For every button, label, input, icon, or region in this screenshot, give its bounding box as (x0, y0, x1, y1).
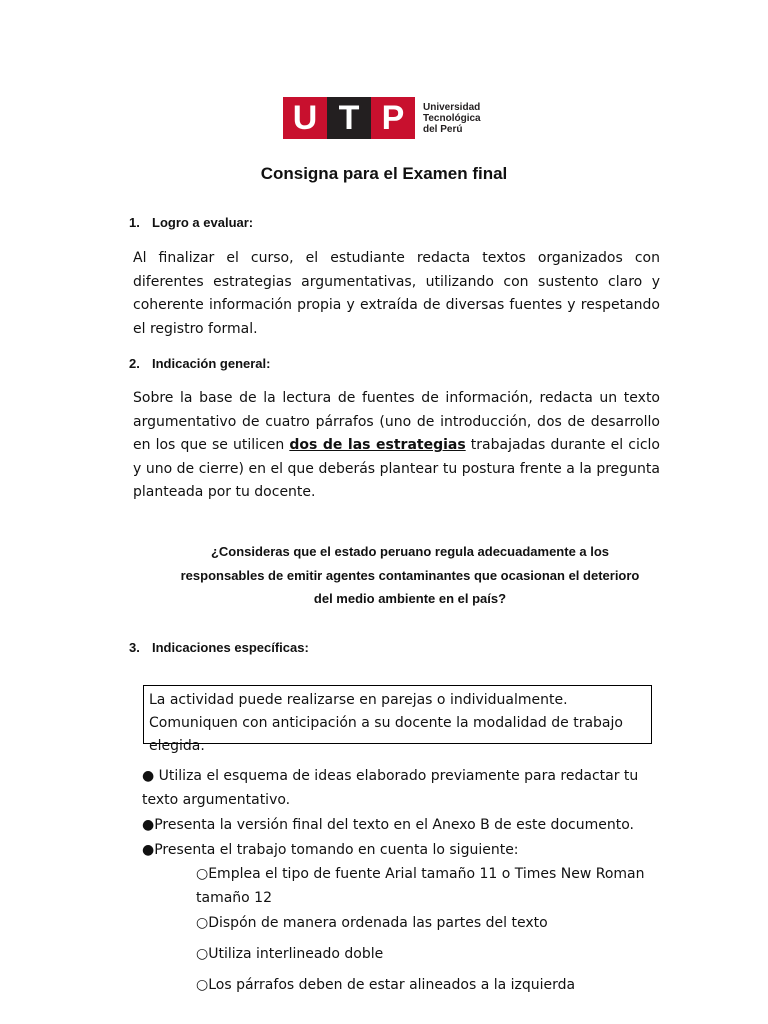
section-2-number: 2. (129, 356, 140, 371)
section-1-text: Al finalizar el curso, el estudiante redacta textos organizados con diferentes estrategias argumentativas, utilizando con sustento claro y coherente información propia y extraída de diversas fuentes y respetando el registro formal. (133, 250, 660, 337)
activity-note-box: La actividad puede realizarse en parejas o individualmente. Comuniquen con anticipación a su docente la modalidad de trabajo elegida. (143, 685, 652, 744)
logo-letter-t: T (327, 97, 371, 139)
bullet-item: ●Presenta el trabajo tomando en cuenta lo siguiente: (142, 842, 519, 858)
page-title: Consigna para el Examen final (260, 164, 508, 183)
sub-item: ○Utiliza interlineado doble (196, 946, 384, 962)
section-2-text-after: trabajadas durante el ciclo y uno de cierre) en el que deberás plantear tu postura frente a la pregunta planteada por tu docente. (133, 437, 660, 500)
logo-letter-p: P (371, 97, 415, 139)
section-3-number: 3. (129, 640, 140, 655)
section-1-heading (129, 215, 253, 230)
section-1-number: 1. (129, 215, 140, 230)
utp-logo (283, 97, 488, 139)
section-2-heading (129, 356, 270, 371)
sub-item: ○Dispón de manera ordenada las partes del texto (196, 915, 548, 931)
section-2-emphasis: dos de las estrategias (289, 437, 466, 453)
section-2-text (133, 387, 660, 505)
bullet-list (142, 764, 662, 862)
section-3-heading (129, 640, 309, 655)
section-2-text-before: Sobre la base de la lectura de fuentes de información, redacta un texto argumentativo de cuatro párrafos (uno de introducción, dos de desarrollo en los que se utilicen (133, 390, 660, 453)
sub-item: ○Emplea el tipo de fuente Arial tamaño 11 o Times New Roman tamaño 12 (196, 866, 645, 906)
section-1-title: Logro a evaluar: (152, 215, 254, 230)
section-2-title: Indicación general: (152, 356, 271, 371)
sub-item: ○Los párrafos deben de estar alineados a la izquierda (196, 977, 576, 993)
section-3-title: Indicaciones específicas: (152, 640, 309, 655)
logo-line-2: Tecnológica (423, 112, 481, 124)
guiding-question: ¿Consideras que el estado peruano regula adecuadamente a los responsables de emitir agentes contaminantes que ocasionan el deterioro del medio ambiente en el país? (180, 544, 640, 606)
logo-line-3: del Perú (423, 123, 463, 135)
bullet-item: ●Presenta la versión final del texto en el Anexo B de este documento. (142, 817, 634, 833)
logo-line-1: Universidad (423, 101, 481, 113)
logo-letter-u: U (283, 97, 327, 139)
logo-university-name (423, 97, 481, 139)
bullet-item: ● Utiliza el esquema de ideas elaborado previamente para redactar tu texto argumentativo. (142, 768, 639, 808)
